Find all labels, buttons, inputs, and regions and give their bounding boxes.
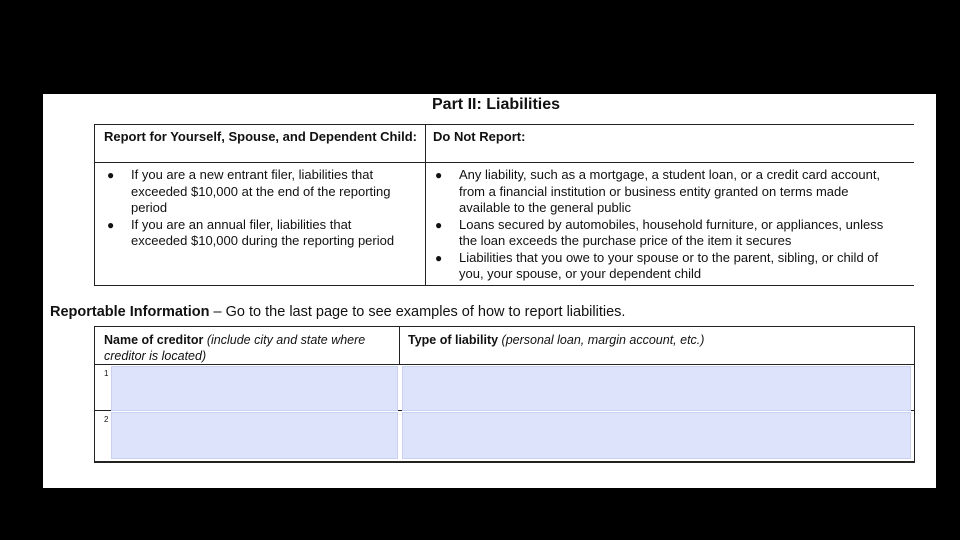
- form-page: [43, 94, 936, 488]
- part-title: Part II: Liabilities: [432, 96, 561, 113]
- liability-type-field-2[interactable]: [402, 412, 911, 459]
- creditor-name-field-1[interactable]: [111, 366, 398, 411]
- bullet-icon: ●: [435, 250, 443, 265]
- bullet-icon: ●: [435, 217, 443, 232]
- do-not-report-list: [431, 167, 891, 283]
- creditor-name-field-2[interactable]: [111, 412, 398, 459]
- creditor-column-header: Name of creditor (include city and state where creditor is located): [104, 333, 366, 363]
- do-not-report-header: Do Not Report:: [433, 129, 526, 144]
- reportable-label: Reportable Information: [50, 304, 210, 320]
- list-item: ● If you are an annual filer, liabilities that exceeded $10,000 during the reporting period: [107, 216, 395, 248]
- list-item: ● If you are a new entrant filer, liabilities that exceeded $10,000 at the end of the reporting period: [107, 167, 391, 215]
- liability-type-column-header: Type of liability (personal loan, margin account, etc.): [408, 333, 705, 347]
- instructions-table: [94, 124, 914, 286]
- list-item: ● Liabilities that you owe to your spouse or to the parent, sibling, or child of you, your spouse, or your dependent child: [435, 249, 879, 281]
- report-list: [103, 167, 408, 250]
- bullet-icon: ●: [107, 217, 115, 232]
- list-item: ● Loans secured by automobiles, household furniture, or appliances, unless the loan exceeds the purchase price of the item it secures: [435, 216, 884, 248]
- liability-type-field-1[interactable]: [402, 366, 911, 411]
- reportable-text: – Go to the last page to see examples of how to report liabilities.: [209, 304, 626, 320]
- bullet-icon: ●: [435, 168, 443, 182]
- row-number: 2: [104, 415, 109, 424]
- list-item: ● Any liability, such as a mortgage, a student loan, or a credit card account, from a financial institution or business entity granted on terms made available to the general public: [435, 167, 881, 215]
- reportable-info: [50, 304, 625, 320]
- bullet-icon: ●: [107, 168, 115, 182]
- report-header: Report for Yourself, Spouse, and Dependent Child:: [104, 129, 417, 144]
- creditor-table: [94, 326, 915, 463]
- row-number: 1: [104, 369, 109, 378]
